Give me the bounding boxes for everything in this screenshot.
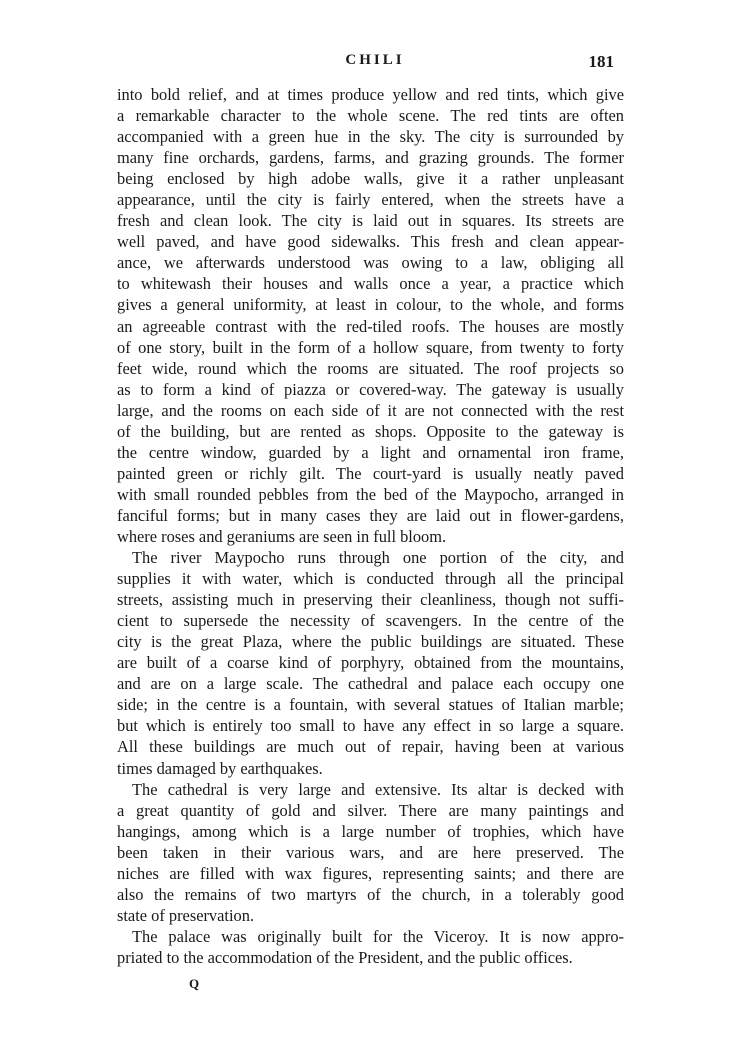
text-line: been taken in their various wars, and are here preserved. The — [117, 842, 624, 862]
text-line: supplies it with water, which is conducted through all the principal — [117, 569, 624, 589]
text-line: as to form a kind of piazza or covered-way. The gateway is usually — [117, 379, 624, 399]
page-number: 181 — [588, 52, 614, 71]
text-line: a great quantity of gold and silver. There are many paintings and — [117, 800, 624, 820]
signature-mark: Q — [189, 976, 200, 991]
text-line: many fine orchards, gardens, farms, and grazing grounds. The former — [117, 148, 624, 168]
text-line: The cathedral is very large and extensive. Its altar is decked with — [132, 779, 624, 799]
text-line: niches are filled with wax figures, representing saints; and there are — [117, 863, 624, 883]
text-line: gives a general uniformity, at least in colour, to the whole, and forms — [117, 295, 624, 315]
running-title: CHILI — [345, 52, 405, 68]
paragraph — [117, 926, 624, 968]
text-line: a remarkable character to the whole scene. The red tints are often — [117, 106, 624, 126]
text-line: the centre window, guarded by a light and ornamental iron frame, — [117, 442, 624, 462]
text-line: are built of a coarse kind of porphyry, obtained from the mountains, — [117, 653, 624, 673]
text-line: also the remains of two martyrs of the church, in a tolerably good — [117, 884, 624, 904]
running-head — [0, 52, 750, 76]
text-line: of the building, but are rented as shops. Opposite to the gateway is — [117, 421, 624, 441]
text-line: cient to supersede the necessity of scavengers. In the centre of the — [117, 611, 624, 631]
text-line: to whitewash their houses and walls once a year, a practice which — [117, 274, 624, 294]
text-line: ance, we afterwards understood was owing to a law, obliging all — [117, 253, 624, 273]
text-line: side; in the centre is a fountain, with several statues of Italian marble; — [117, 695, 624, 715]
text-line: large, and the rooms on each side of it are not connected with the rest — [117, 400, 624, 420]
body-text — [117, 84, 624, 968]
text-line: The palace was originally built for the Viceroy. It is now appro- — [132, 926, 624, 946]
paragraph — [117, 779, 624, 926]
text-line: feet wide, round which the rooms are situated. The roof projects so — [117, 358, 624, 378]
text-line: and are on a large scale. The cathedral and palace each occupy one — [117, 674, 624, 694]
text-line: All these buildings are much out of repair, having been at various — [117, 737, 624, 757]
paragraph — [117, 547, 624, 779]
text-line: accompanied with a green hue in the sky. The city is surrounded by — [117, 127, 624, 147]
text-line: an agreeable contrast with the red-tiled roofs. The houses are mostly — [117, 316, 624, 336]
text-line: but which is entirely too small to have any effect in so large a square. — [117, 716, 624, 736]
text-line: times damaged by earthquakes. — [117, 758, 323, 778]
text-line: well paved, and have good sidewalks. This fresh and clean appear- — [117, 232, 624, 252]
text-line: priated to the accommodation of the President, and the public offices. — [117, 947, 573, 967]
text-line: hangings, among which is a large number of trophies, which have — [117, 821, 624, 841]
text-line: of one story, built in the form of a hollow square, from twenty to forty — [117, 337, 624, 357]
text-line: with small rounded pebbles from the bed of the Maypocho, arranged in — [117, 484, 624, 504]
text-line: being enclosed by high adobe walls, give it a rather unpleasant — [117, 169, 624, 189]
paragraph — [117, 84, 624, 547]
text-line: state of preservation. — [117, 905, 254, 925]
text-line: appearance, until the city is fairly entered, when the streets have a — [117, 190, 624, 210]
text-line: city is the great Plaza, where the public buildings are situated. These — [117, 632, 624, 652]
text-line: fresh and clean look. The city is laid out in squares. Its streets are — [117, 211, 624, 231]
text-line: painted green or richly gilt. The court-yard is usually neatly paved — [117, 463, 624, 483]
text-line: streets, assisting much in preserving their cleanliness, though not suffi- — [117, 590, 624, 610]
text-line: The river Maypocho runs through one portion of the city, and — [132, 548, 624, 568]
text-line: into bold relief, and at times produce yellow and red tints, which give — [117, 85, 624, 104]
text-line: fanciful forms; but in many cases they are laid out in flower-gardens, — [117, 505, 624, 525]
text-line: where roses and geraniums are seen in full bloom. — [117, 526, 447, 546]
